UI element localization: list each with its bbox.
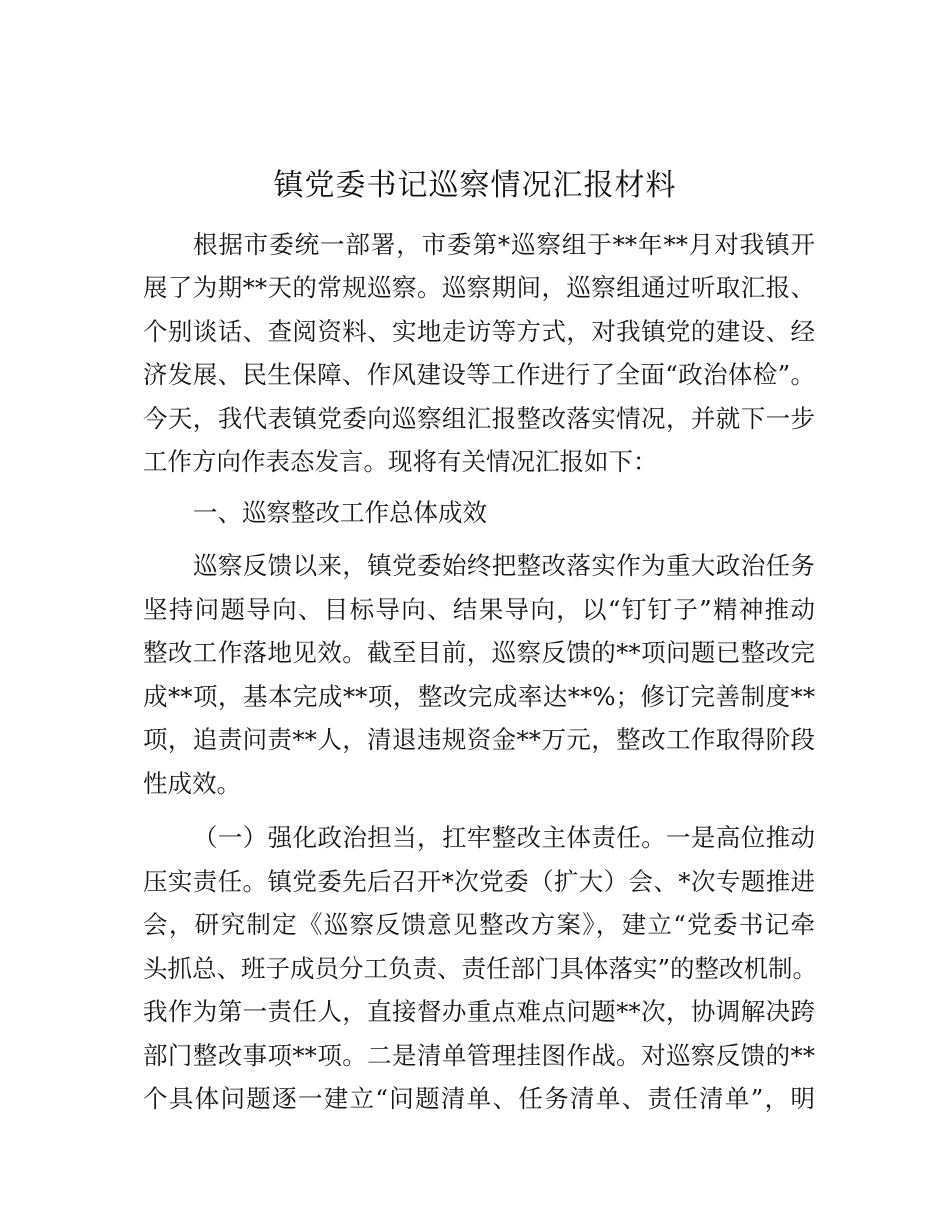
paragraph-line: 展了为期**天的常规巡察。巡察期间，巡察组通过听取汇报、 [143, 273, 815, 302]
paragraph-line: 我作为第一责任人，直接督办重点难点问题**次，协调解决跨 [143, 997, 815, 1026]
paragraph-line: 头抓总、班子成员分工负责、责任部门具体落实”的整改机制。 [143, 954, 818, 983]
paragraph-line: 坚持问题导向、目标导向、结果导向，以“钉钉子”精神推动 [143, 595, 815, 624]
paragraph-line: 根据市委统一部署，市委第*巡察组于**年**月对我镇开 [193, 230, 815, 259]
paragraph-line: 部门整改事项**项。二是清单管理挂图作战。对巡察反馈的** [143, 1041, 815, 1070]
paragraph-line: （一）强化政治担当，扛牢整改主体责任。一是高位推动 [193, 823, 815, 852]
paragraph-line: 压实责任。镇党委先后召开*次党委（扩大）会、*次专题推进 [143, 867, 815, 896]
paragraph-line: 济发展、民生保障、作风建设等工作进行了全面“政治体检”。 [143, 360, 815, 389]
paragraph-line: 成**项，基本完成**项，整改完成率达**%；修订完善制度** [143, 682, 815, 711]
section-heading: 一、巡察整改工作总体成效 [193, 498, 487, 527]
document-title: 镇党委书记巡察情况汇报材料 [273, 168, 677, 203]
paragraph-line: 巡察反馈以来，镇党委始终把整改落实作为重大政治任务 [193, 551, 815, 580]
paragraph-line: 整改工作落地见效。截至目前，巡察反馈的**项问题已整改完 [143, 638, 815, 667]
paragraph-line: 个具体问题逐一建立“问题清单、任务清单、责任清单”，明 [143, 1084, 815, 1113]
paragraph-line: 会，研究制定《巡察反馈意见整改方案》，建立“党委书记牵 [143, 910, 815, 939]
paragraph-line: 性成效。 [143, 769, 241, 798]
paragraph-line: 个别谈话、查阅资料、实地走访等方式，对我镇党的建设、经 [143, 317, 815, 346]
paragraph-line: 项，追责问责**人，清退违规资金**万元，整改工作取得阶段 [143, 725, 815, 754]
paragraph-line: 工作方向作表态发言。现将有关情况汇报如下： [143, 447, 658, 476]
paragraph-line: 今天，我代表镇党委向巡察组汇报整改落实情况，并就下一步 [143, 404, 815, 433]
